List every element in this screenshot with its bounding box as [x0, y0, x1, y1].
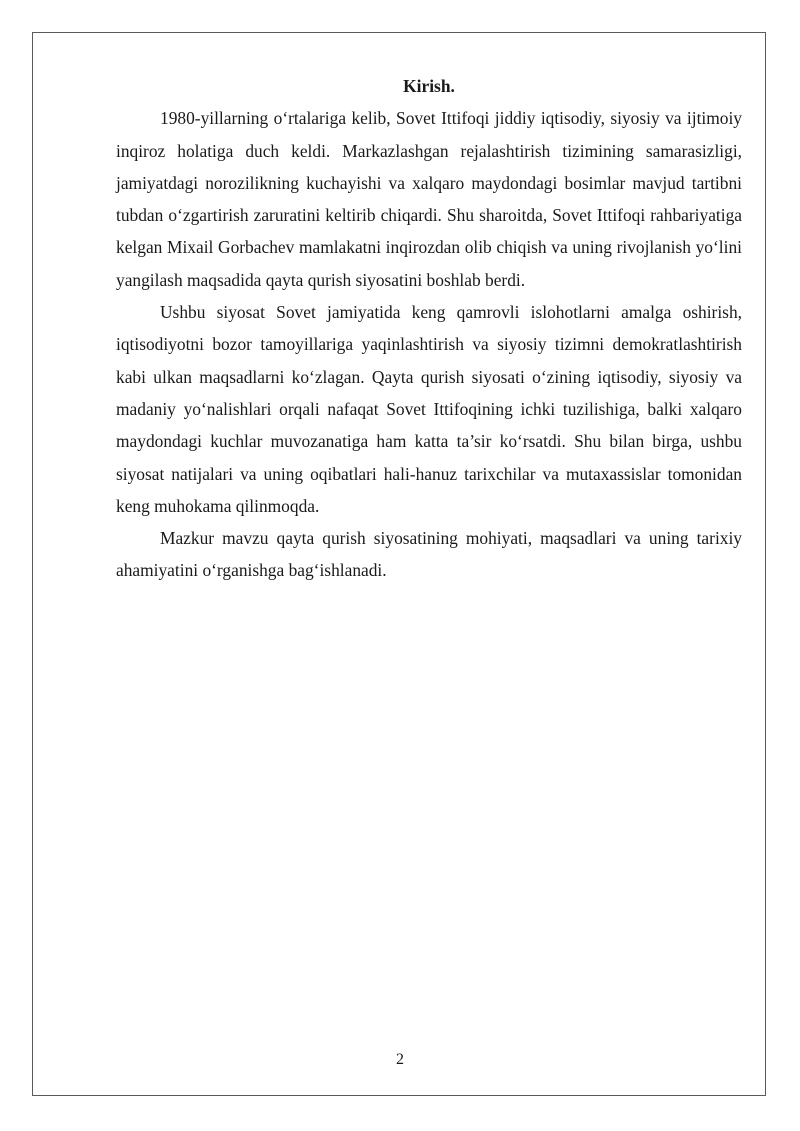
paragraph-2: Ushbu siyosat Sovet jamiyatida keng qamrovli islohotlarni amalga oshirish, iqtisodiyotni bozor tamoyillariga yaqinlashtirish va siyosiy tizimni demokratlashtirish kabi ulkan maqsadlarni ko‘zlagan. Qayta qurish siyosati o‘zining iqtisodiy, siyosiy va madaniy yo‘nalishlari orqali nafaqat Sovet Ittifoqining ichki tuzilishiga, balki xalqaro maydondagi kuchlar muvozanatiga ham katta ta’sir ko‘rsatdi. Shu bilan birga, ushbu siyosat natijalari va uning oqibatlari hali-hanuz tarixchilar va mutaxassislar tomonidan keng muhokama qilinmoqda. [116, 302, 742, 516]
paragraph-3: Mazkur mavzu qayta qurish siyosatining mohiyati, maqsadlari va uning tarixiy ahamiyatini o‘rganishga bag‘ishlanadi. [116, 528, 742, 581]
page-number: 2 [396, 1051, 404, 1068]
section-heading: Kirish. [403, 76, 455, 96]
document-body [116, 70, 742, 587]
paragraph-1: 1980-yillarning o‘rtalariga kelib, Sovet Ittifoqi jiddiy iqtisodiy, siyosiy va ijtimoiy inqiroz holatiga duch keldi. Markazlashgan rejalashtirish tizimining samarasizligi, jamiyatdagi norozilikning kuchayishi va xalqaro maydondagi bosimlar mavjud tartibni tubdan o‘zgartirish zaruratini keltirib chiqardi. Shu sharoitda, Sovet Ittifoqi rahbariyatiga kelgan Mixail Gorbachev mamlakatni inqirozdan olib chiqish va uning rivojlanish yo‘lini yangilash maqsadida qayta qurish siyosatini boshlab berdi. [116, 108, 742, 290]
